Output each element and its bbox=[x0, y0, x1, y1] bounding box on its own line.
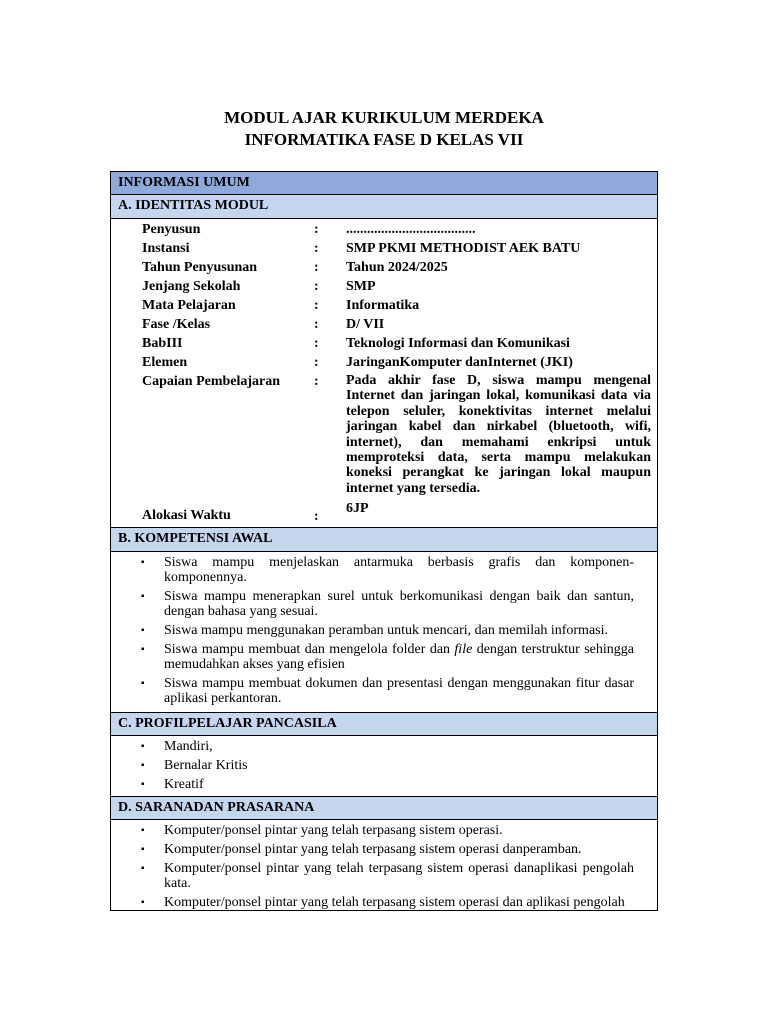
list-item bbox=[111, 895, 657, 910]
list-item-text: Mandiri, bbox=[164, 739, 213, 754]
id-colon: : bbox=[314, 336, 319, 351]
module-info-table bbox=[110, 171, 658, 911]
section-header-identitas-modul: A. IDENTITAS MODUL bbox=[111, 195, 657, 219]
id-label-mata-pelajaran: Mata Pelajaran bbox=[142, 298, 236, 313]
bullet-icon: ▪ bbox=[141, 678, 145, 689]
id-colon: : bbox=[314, 374, 319, 389]
id-value-instansi: SMP PKMI METHODIST AEK BATU bbox=[346, 241, 581, 256]
section-header-kompetensi-awal: B. KOMPETENSI AWAL bbox=[111, 527, 657, 552]
list-item-text: Siswa mampu menerapkan surel untuk berkomunikasi dengan baik dan santun, dengan bahasa yang sesuai. bbox=[164, 589, 634, 619]
list-item bbox=[111, 758, 657, 773]
bullet-icon: ▪ bbox=[141, 844, 145, 855]
bullet-icon: ▪ bbox=[141, 625, 145, 636]
section-header-profil-pelajar-pancasila: C. PROFILPELAJAR PANCASILA bbox=[111, 712, 657, 736]
list-item bbox=[111, 842, 657, 857]
section-header-informasi-umum: INFORMASI UMUM bbox=[111, 172, 657, 195]
list-item bbox=[111, 589, 657, 619]
list-item-text: Komputer/ponsel pintar yang telah terpasang sistem operasi. bbox=[164, 823, 503, 838]
list-item bbox=[111, 555, 657, 585]
list-item bbox=[111, 861, 657, 891]
id-colon: : bbox=[314, 355, 319, 370]
id-value-fase-kelas: D/ VII bbox=[346, 317, 385, 332]
list-item-text: Komputer/ponsel pintar yang telah terpasang sistem operasi danperamban. bbox=[164, 842, 582, 857]
list-item-text: dengan terstruktur sehingga memudahkan akses yang efisien bbox=[164, 642, 634, 672]
id-label-fase-kelas: Fase /Kelas bbox=[142, 317, 211, 332]
list-item-text: Siswa mampu menggunakan peramban untuk mencari, dan memilah informasi. bbox=[164, 623, 608, 638]
id-value-jenjang-sekolah: SMP bbox=[346, 279, 376, 294]
bullet-icon: ▪ bbox=[141, 760, 145, 771]
section-header-sarana-prasarana: D. SARANADAN PRASARANA bbox=[111, 796, 657, 820]
list-item-text-italic: file bbox=[454, 642, 473, 657]
id-label-tahun-penyusunan: Tahun Penyusunan bbox=[142, 260, 258, 275]
list-item-text: Bernalar Kritis bbox=[164, 758, 248, 773]
id-label-elemen: Elemen bbox=[142, 355, 188, 370]
id-label-bab: BabIII bbox=[142, 336, 183, 351]
id-colon: : bbox=[314, 260, 319, 275]
sarana-prasarana-list bbox=[111, 823, 657, 910]
list-item-text: Siswa mampu membuat dokumen dan presentasi dengan menggunakan fitur dasar aplikasi perkantoran. bbox=[164, 676, 634, 706]
id-colon: : bbox=[314, 279, 319, 294]
list-item-text: Siswa mampu membuat dan mengelola folder dan bbox=[164, 642, 455, 657]
id-colon: : bbox=[314, 222, 319, 237]
list-item-text: Siswa mampu menjelaskan antarmuka berbasis grafis dan komponen-komponennya. bbox=[164, 555, 634, 585]
bullet-icon: ▪ bbox=[141, 779, 145, 790]
id-colon: : bbox=[314, 298, 319, 313]
profil-pelajar-list bbox=[111, 739, 657, 792]
list-item bbox=[111, 642, 657, 672]
id-value-mata-pelajaran: Informatika bbox=[346, 298, 420, 313]
id-colon: : bbox=[314, 317, 319, 332]
list-item bbox=[111, 676, 657, 706]
id-label-penyusun: Penyusun bbox=[142, 222, 201, 237]
id-value-capaian-pembelajaran: Pada akhir fase D, siswa mampu mengenal Internet dan jaringan lokal, komunikasi data via telepon seluler, konektivitas internet melalui jaringan kabel dan nirkabel (bluetooth, wifi, internet), dan memahami enkripsi untuk memproteksi data, serta mampu melakukan koneksi perangkat ke jaringan lokal maupun internet yang tersedia. bbox=[346, 373, 651, 496]
id-colon: : bbox=[314, 509, 319, 524]
list-item bbox=[111, 623, 657, 638]
id-label-capaian-pembelajaran: Capaian Pembelajaran bbox=[142, 374, 281, 389]
bullet-icon: ▪ bbox=[141, 863, 145, 874]
id-value-alokasi-waktu: 6JP bbox=[346, 501, 369, 516]
document-title-line-1: MODUL AJAR KURIKULUM MERDEKA bbox=[224, 108, 544, 127]
list-item-text: Komputer/ponsel pintar yang telah terpasang sistem operasi dan aplikasi pengolah bbox=[164, 895, 625, 910]
bullet-icon: ▪ bbox=[141, 557, 145, 568]
id-value-bab: Teknologi Informasi dan Komunikasi bbox=[346, 336, 570, 351]
id-value-tahun-penyusunan: Tahun 2024/2025 bbox=[346, 260, 448, 275]
bullet-icon: ▪ bbox=[141, 644, 145, 655]
list-item-text: Komputer/ponsel pintar yang telah terpasang sistem operasi danaplikasi pengolah kata. bbox=[164, 861, 634, 891]
id-label-instansi: Instansi bbox=[142, 241, 190, 256]
list-item bbox=[111, 823, 657, 838]
bullet-icon: ▪ bbox=[141, 825, 145, 836]
document-title-line-2: INFORMATIKA FASE D KELAS VII bbox=[244, 130, 524, 149]
list-item-text: Kreatif bbox=[164, 777, 204, 792]
id-label-alokasi-waktu: Alokasi Waktu bbox=[142, 508, 231, 523]
bullet-icon: ▪ bbox=[141, 741, 145, 752]
id-label-jenjang-sekolah: Jenjang Sekolah bbox=[142, 279, 241, 294]
id-colon: : bbox=[314, 241, 319, 256]
list-item bbox=[111, 739, 657, 754]
id-value-penyusun: ..................................... bbox=[346, 222, 476, 237]
kompetensi-awal-list bbox=[111, 555, 657, 706]
bullet-icon: ▪ bbox=[141, 591, 145, 602]
list-item bbox=[111, 777, 657, 792]
id-value-elemen: JaringanKomputer danInternet (JKI) bbox=[346, 355, 573, 370]
bullet-icon: ▪ bbox=[141, 897, 145, 908]
